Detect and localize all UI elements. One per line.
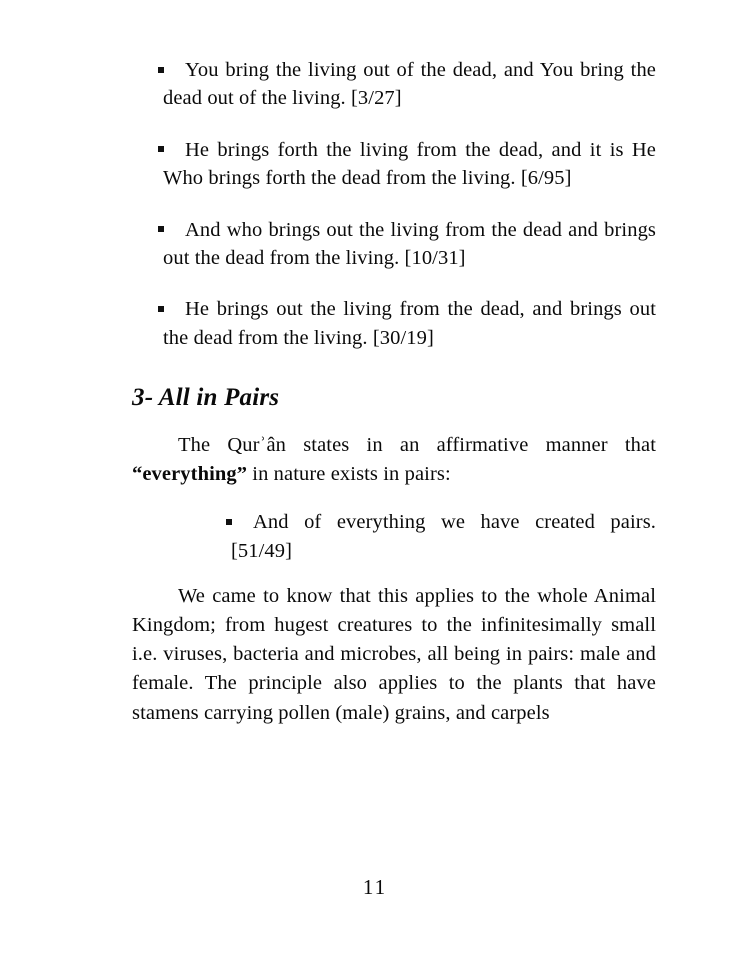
list-item xyxy=(200,508,656,565)
intro-text-after-bold: in nature exists in pairs: xyxy=(247,463,451,486)
emphasized-term: “everything” xyxy=(132,463,248,486)
quote-text: And who brings out the living from the dead and brings out the dead from the living. [10/31] xyxy=(163,218,656,269)
quote-text: And of everything we have created pairs. [51/49] xyxy=(231,511,656,562)
list-item xyxy=(132,216,656,273)
quote-text: He brings forth the living from the dead, and it is He Who brings forth the dead from the living. [6/95] xyxy=(163,138,656,190)
quote-text: You bring the living out of the dead, and You bring the dead out of the living. [3/27] xyxy=(163,59,656,110)
section-heading: 3- All in Pairs xyxy=(132,384,280,412)
page-number: 11 xyxy=(362,875,388,899)
list-item xyxy=(132,295,656,352)
quote-list-nested xyxy=(132,508,656,565)
section-intro-paragraph xyxy=(132,431,656,489)
square-bullet-icon xyxy=(158,306,164,312)
closing-paragraph: We came to know that this applies to the whole Animal Kingdom; from hugest creatures to the infinitesimally small i.e. viruses, bacteria and microbes, all being in pairs: male and female. The principle also applies to the plants that have stamens carrying pollen (male) grains, and carpels xyxy=(132,585,656,724)
square-bullet-icon xyxy=(158,226,164,232)
square-bullet-icon xyxy=(226,519,232,525)
square-bullet-icon xyxy=(158,67,164,73)
quote-text: He brings out the living from the dead, and brings out the dead from the living. [30/19] xyxy=(163,298,656,349)
list-item xyxy=(132,56,656,113)
intro-text-before-bold: The Qurʾân states in an affirmative manner that xyxy=(178,434,656,457)
quote-list-top xyxy=(132,56,656,352)
list-item xyxy=(132,136,656,193)
square-bullet-icon xyxy=(158,146,164,152)
page-content-column xyxy=(132,56,656,728)
